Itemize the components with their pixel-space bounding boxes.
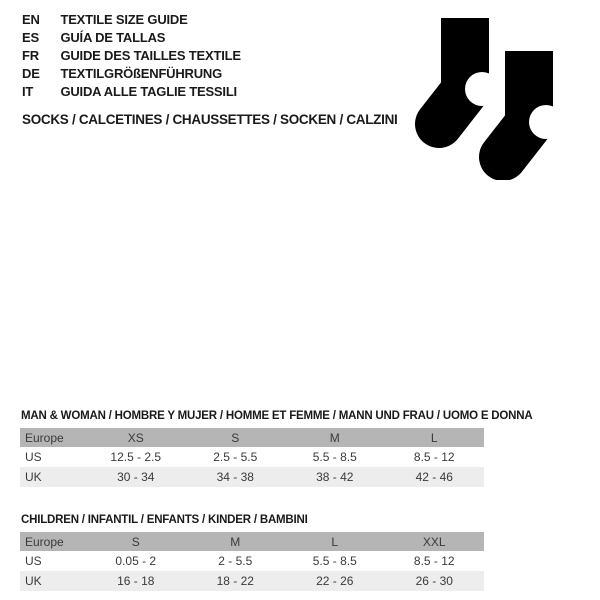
column-header-xs: XS (127, 430, 144, 445)
row-label: US (25, 450, 42, 464)
column-header-m: M (329, 430, 340, 445)
column-header-europe: Europe (25, 534, 64, 549)
column-header-s: S (131, 534, 140, 549)
size-value: 34 - 38 (216, 470, 254, 484)
size-value: 5.5 - 8.5 (312, 450, 357, 464)
column-header-m: M (230, 534, 241, 549)
size-value: 8.5 - 12 (413, 450, 455, 464)
language-label: GUIDA ALLE TAGLIE TESSILI (60, 84, 237, 99)
size-value: 26 - 30 (415, 574, 453, 588)
table-row-uk (20, 467, 484, 487)
table-title-adults: MAN & WOMAN / HOMBRE Y MUJER / HOMME ET FEMME / MANN UND FRAU / UOMO E DONNA (21, 410, 533, 422)
size-value: 2.5 - 5.5 (213, 450, 258, 464)
column-header-europe: Europe (25, 430, 64, 445)
language-label: GUIDE DES TAILLES TEXTILE (60, 48, 241, 63)
column-header-s: S (231, 430, 240, 445)
size-table-children (20, 532, 484, 591)
language-code: EN (22, 12, 40, 27)
size-value: 0.05 - 2 (115, 554, 157, 568)
language-code: FR (22, 48, 39, 63)
category-title: SOCKS / CALCETINES / CHAUSSETTES / SOCKEN / CALZINI (22, 112, 398, 127)
size-value: 12.5 - 2.5 (110, 450, 162, 464)
size-table-adults (20, 428, 484, 487)
language-code: DE (22, 66, 40, 81)
row-label: UK (25, 574, 42, 588)
column-header-l: L (430, 430, 438, 445)
language-item-fr (22, 47, 241, 65)
size-value: 42 - 46 (415, 470, 453, 484)
size-table-section-children (20, 514, 484, 591)
table-header-row (20, 532, 484, 551)
column-header-xxl: XXL (422, 534, 446, 549)
size-value: 38 - 42 (316, 470, 354, 484)
sock-heel-notch (465, 72, 499, 106)
size-value: 8.5 - 12 (413, 554, 455, 568)
size-value: 2 - 5.5 (218, 554, 253, 568)
size-value: 5.5 - 8.5 (312, 554, 357, 568)
size-table-section-adults (20, 410, 533, 487)
column-header-l: L (331, 534, 339, 549)
language-label: GUÍA DE TALLAS (60, 30, 166, 45)
table-row-uk (20, 571, 484, 591)
row-label: UK (25, 470, 42, 484)
language-code: IT (22, 84, 34, 99)
sock-back (439, 18, 499, 124)
language-item-es (22, 29, 241, 47)
table-row-us (20, 447, 484, 467)
language-item-de (22, 65, 241, 83)
language-label: TEXTILGRÖßENFÜHRUNG (60, 66, 223, 81)
language-list (22, 11, 241, 101)
table-row-us (20, 551, 484, 571)
language-item-it (22, 83, 241, 101)
socks-icon (398, 5, 570, 180)
size-value: 22 - 26 (316, 574, 354, 588)
size-value: 18 - 22 (216, 574, 254, 588)
language-item-en (22, 11, 241, 29)
row-label: US (25, 554, 42, 568)
size-value: 16 - 18 (117, 574, 155, 588)
table-title-children: CHILDREN / INFANTIL / ENFANTS / KINDER / BAMBINI (21, 514, 308, 526)
table-header-row (20, 428, 484, 447)
language-label: TEXTILE SIZE GUIDE (60, 12, 188, 27)
language-code: ES (22, 30, 39, 45)
sock-heel-notch (529, 105, 563, 139)
size-value: 30 - 34 (117, 470, 155, 484)
